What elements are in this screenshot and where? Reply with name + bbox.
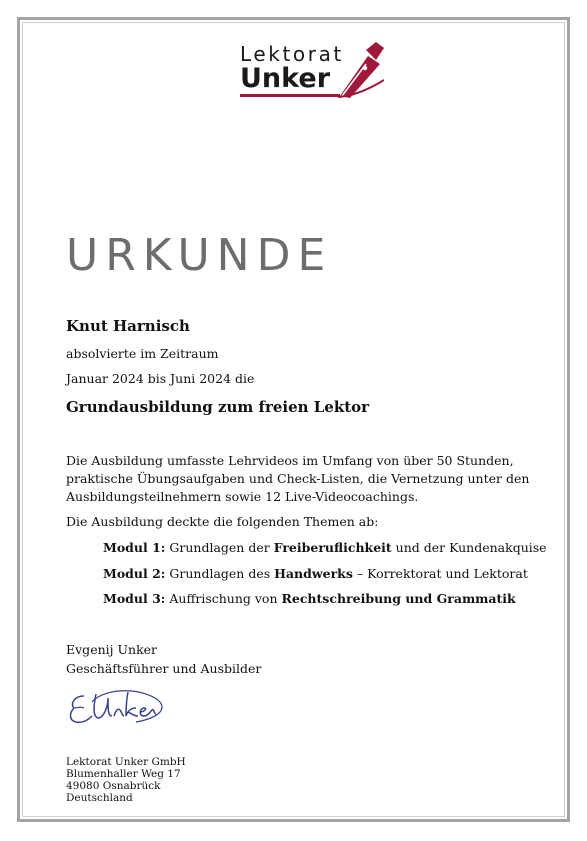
logo-text-top: Lektorat [240,42,344,66]
signer-role: Geschäftsführer und Ausbilder [66,661,262,676]
module-topic: Handwerks [274,566,353,581]
course-title: Grundausbildung zum freien Lektor [66,398,370,416]
module-item [103,566,528,581]
address-line: Deutschland [66,792,133,804]
module-text: Auffrischung von [165,591,282,606]
module-item [103,591,516,606]
module-label: Modul 1: [103,540,166,555]
logo-text-bottom: Unker [240,63,331,94]
period-text: Januar 2024 bis Juni 2024 die [66,371,255,386]
recipient-name: Knut Harnisch [66,317,190,335]
description-line: praktische Übungsaufgaben und Check-Listen, die Vernetzung unter den [66,471,530,486]
module-text: und der Kundenakquise [391,540,547,555]
address-line: Blumenhaller Weg 17 [66,768,181,780]
company-logo [240,40,385,100]
module-label: Modul 3: [103,591,166,606]
module-text: – Korrektorat und Lektorat [352,566,528,581]
address-line: 49080 Osnabrück [66,780,161,792]
description-line: Die Ausbildung umfasste Lehrvideos im Umfang von über 50 Stunden, [66,453,514,468]
module-item [103,540,547,555]
certificate-title: URKUNDE [66,230,333,281]
module-text: Grundlagen der [165,540,274,555]
fountain-pen-nib-icon [338,40,384,98]
signature-image [66,682,176,732]
address-line: Lektorat Unker GmbH [66,756,186,768]
module-text: Grundlagen des [165,566,275,581]
module-topic: Rechtschreibung und Grammatik [281,591,516,606]
signer-name: Evgenij Unker [66,642,158,657]
module-topic: Freiberuflichkeit [273,540,392,555]
module-label: Modul 2: [103,566,166,581]
topics-intro: Die Ausbildung deckte die folgenden Themen ab: [66,514,379,529]
description-line: Ausbildungsteilnehmern sowie 12 Live-Videocoachings. [66,489,419,504]
completion-text: absolvierte im Zeitraum [66,346,219,361]
logo-underline [240,94,340,97]
